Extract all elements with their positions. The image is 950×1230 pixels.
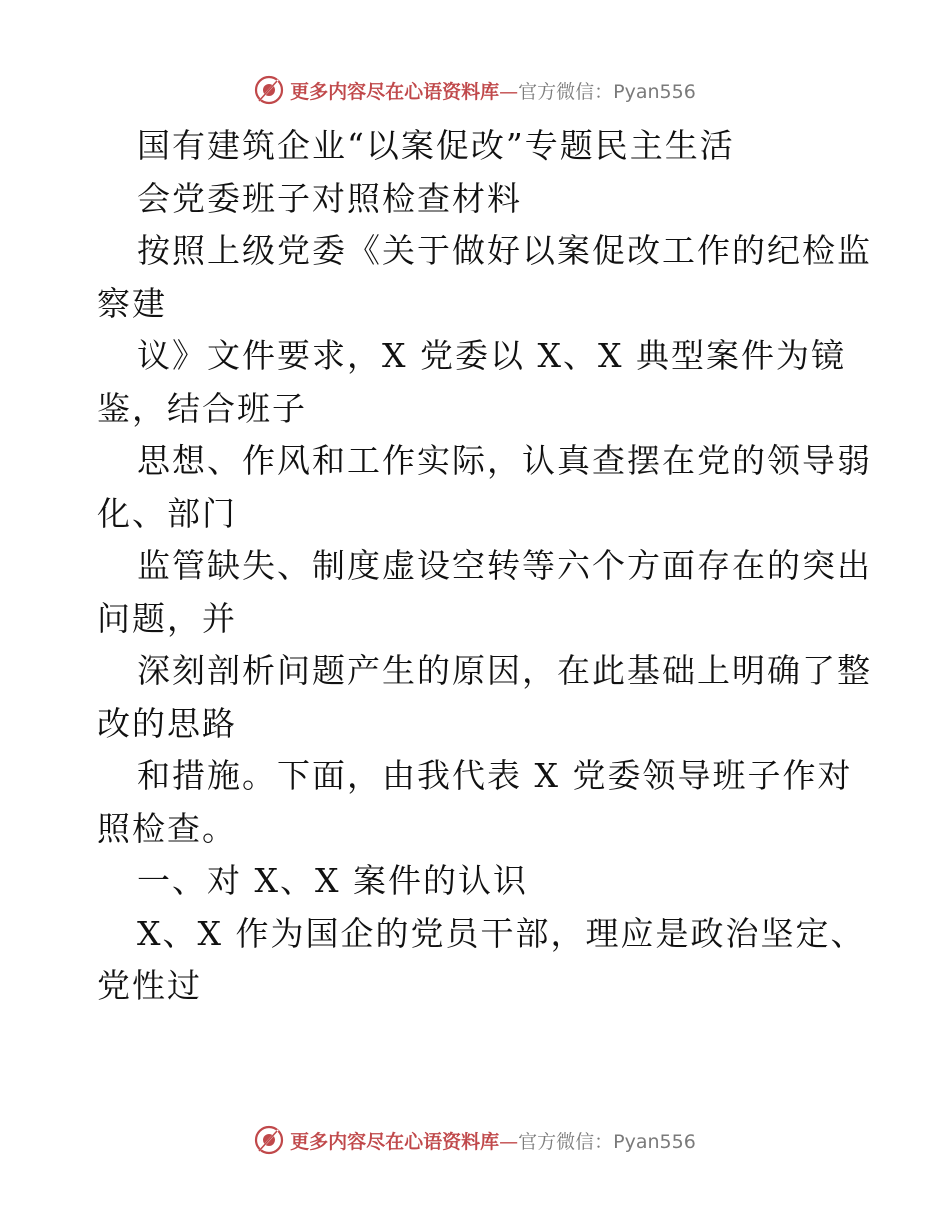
- document-line: 鉴，结合班子: [97, 388, 307, 428]
- document-line: 监管缺失、制度虚设空转等六个方面存在的突出: [137, 546, 872, 585]
- document-line: 照检查。: [97, 808, 237, 848]
- document-line: 议》文件要求，X 党委以 X、X 典型案件为镜: [137, 336, 846, 375]
- footer-watermark: [0, 1120, 950, 1160]
- document-body: [97, 120, 872, 1013]
- document-line: X、X 作为国企的党员干部，理应是政治坚定、: [137, 913, 866, 953]
- header-watermark: [0, 70, 950, 110]
- quill-seal-icon: [254, 75, 284, 105]
- document-line: 国有建筑企业“以案促改”专题民主生活: [137, 126, 735, 165]
- document-line: 问题，并: [97, 598, 237, 638]
- document-line: 改的思路: [97, 703, 237, 743]
- document-line: 深刻剖析问题产生的原因，在此基础上明确了整: [137, 651, 872, 690]
- watermark-text: 更多内容尽在心语资料库—官方微信：Pyan556: [290, 80, 696, 103]
- watermark-text: 更多内容尽在心语资料库—官方微信：Pyan556: [290, 1130, 696, 1153]
- document-line: 党性过: [97, 966, 202, 1005]
- quill-seal-icon: [254, 1125, 284, 1155]
- document-line: 按照上级党委《关于做好以案促改工作的纪检监: [137, 231, 872, 270]
- document-line: 化、部门: [97, 493, 237, 533]
- document-line: 和措施。下面，由我代表 X 党委领导班子作对: [137, 756, 853, 795]
- document-line: 会党委班子对照检查材料: [137, 178, 522, 218]
- document-line: 察建: [97, 283, 167, 323]
- document-line: 思想、作风和工作实际，认真查摆在党的领导弱: [137, 441, 872, 480]
- document-line: 一、对 X、X 案件的认识: [137, 861, 528, 900]
